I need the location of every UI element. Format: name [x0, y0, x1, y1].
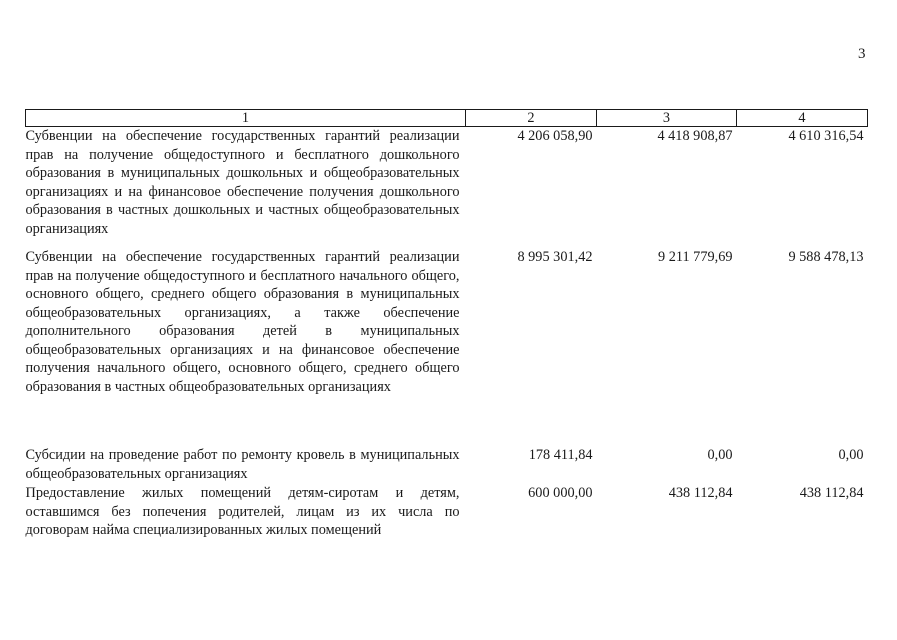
page-number: 3 — [858, 46, 866, 62]
column-header-2: 2 — [466, 110, 597, 127]
column-header-4: 4 — [737, 110, 868, 127]
row-name: Субвенции на обеспечение государственных гарантий реализации прав на получение общедоступного и бесплатного дошкольного образования в муниципальных дошкольных и общеобразовательных организациях и на финансовое обеспечение получения дошкольного образования в частных дошкольных и частных общеобразовательных организациях — [25, 128, 460, 237]
table-row — [26, 446, 868, 484]
table-header — [26, 110, 868, 127]
row-value-col2: 178 411,84 — [528, 447, 593, 463]
table-row — [26, 484, 868, 540]
column-header-3: 3 — [597, 110, 737, 127]
row-value-col3: 9 211 779,69 — [657, 249, 733, 265]
row-value-col4: 4 610 316,54 — [788, 128, 864, 144]
row-name: Субвенции на обеспечение государственных гарантий реализации прав на получение общедоступного и бесплатного начального общего, основного общего, среднего общего образования в муниципальных общеобразовательных организациях, а также обеспечение дополнительного образования детей в муниципальных общеобразовательных организациях и на финансовое обеспечение получения начального общего, основного общего, среднего общего образования в частных общеобразовательных организациях — [25, 249, 460, 395]
table-row — [26, 127, 868, 249]
row-value-col3: 438 112,84 — [668, 485, 733, 501]
header-row — [26, 110, 868, 127]
budget-table — [25, 109, 868, 540]
column-header-1: 1 — [26, 110, 466, 127]
row-value-col3: 4 418 908,87 — [657, 128, 733, 144]
row-name: Субсидии на проведение работ по ремонту кровель в муниципальных общеобразовательных организациях — [25, 447, 460, 482]
row-name: Предоставление жилых помещений детям-сиротам и детям, оставшимся без попечения родителей, лицам из их числа по договорам найма специализированных жилых помещений — [25, 485, 460, 538]
row-value-col2: 8 995 301,42 — [517, 249, 593, 265]
row-value-col4: 438 112,84 — [799, 485, 864, 501]
table-body — [26, 127, 868, 541]
row-value-col4: 0,00 — [838, 447, 864, 463]
table-row — [26, 248, 868, 446]
row-value-col2: 4 206 058,90 — [517, 128, 593, 144]
row-value-col4: 9 588 478,13 — [788, 249, 864, 265]
row-value-col3: 0,00 — [707, 447, 733, 463]
row-value-col2: 600 000,00 — [528, 485, 593, 501]
